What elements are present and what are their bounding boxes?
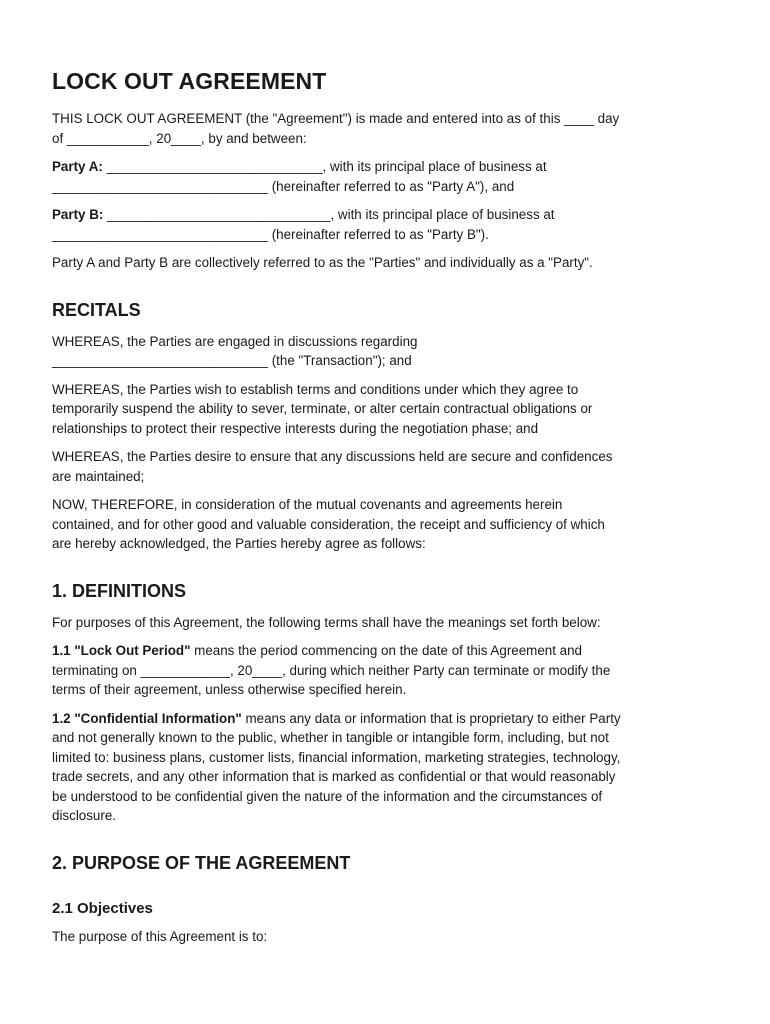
purpose-heading: 2. PURPOSE OF THE AGREEMENT — [52, 852, 351, 873]
recital-paragraph — [52, 332, 718, 371]
definition-term: 1.2 "Confidential Information" — [52, 710, 242, 726]
definition-line: trade secrets, and any other information that is marked as confidential or that would reasonably — [52, 769, 616, 784]
recitals-heading: RECITALS — [52, 299, 141, 320]
recital-paragraph — [52, 380, 718, 439]
recital-line: WHEREAS, the Parties desire to ensure that any discussions held are secure and confidences — [52, 449, 613, 464]
party-b-line: ______________________________, with its principal place of business at — [103, 207, 555, 222]
recital-line: WHEREAS, the Parties wish to establish terms and conditions under which they agree to — [52, 381, 579, 397]
intro-line: of ___________, 20____, by and between: — [52, 130, 307, 146]
intro-line: THIS LOCK OUT AGREEMENT (the "Agreement") is made and entered into as of this ____ day — [52, 111, 620, 126]
recital-line: WHEREAS, the Parties are engaged in discussions regarding — [52, 333, 418, 349]
recital-line: temporarily suspend the ability to sever, terminate, or alter certain contractual obligations or — [52, 401, 593, 416]
definition-term: 1.1 "Lock Out Period" — [52, 643, 191, 658]
party-a-paragraph — [52, 157, 718, 196]
recital-paragraph — [52, 447, 718, 486]
purpose-text: The purpose of this Agreement is to: — [52, 928, 268, 944]
party-a-line: _____________________________ (hereinafter referred to as "Party A"), and — [52, 178, 515, 194]
intro-paragraph — [52, 109, 718, 148]
definition-paragraph — [52, 641, 718, 700]
recital-line: NOW, THEREFORE, in consideration of the mutual covenants and agreements herein — [52, 497, 563, 512]
definition-line: and not generally known to the public, whether in tangible or intangible form, including, but not — [52, 730, 609, 745]
objectives-heading: 2.1 Objectives — [52, 899, 153, 917]
recital-line: are hereby acknowledged, the Parties hereby agree as follows: — [52, 536, 426, 551]
party-a-line: _____________________________, with its principal place of business at — [102, 159, 547, 174]
recital-line: contained, and for other good and valuable consideration, the receipt and sufficiency of which — [52, 516, 605, 532]
document-title: LOCK OUT AGREEMENT — [52, 68, 327, 94]
recital-line: relationships to protect their respective interests during the negotiation phase; and — [52, 420, 539, 436]
party-a-label: Party A: — [52, 159, 103, 174]
definitions-intro: For purposes of this Agreement, the following terms shall have the meanings set forth below: — [52, 614, 601, 630]
definition-line: limited to: business plans, customer lists, financial information, marketing strategies, technology, — [52, 749, 621, 765]
document-page — [52, 68, 718, 955]
definitions-heading: 1. DEFINITIONS — [52, 580, 187, 601]
party-b-paragraph — [52, 205, 718, 244]
definition-line: disclosure. — [52, 808, 117, 823]
parties-note: Party A and Party B are collectively referred to as the "Parties" and individually as a "Party". — [52, 255, 593, 270]
definition-line: terms of their agreement, unless otherwise specified herein. — [52, 682, 407, 697]
definition-paragraph — [52, 709, 718, 826]
recital-line: _____________________________ (the "Transaction"); and — [52, 353, 412, 368]
party-b-label: Party B: — [52, 207, 104, 222]
definition-line: means the period commencing on the date of this Agreement and — [190, 643, 582, 658]
definition-line: terminating on ____________, 20____, during which neither Party can terminate or modify the — [52, 662, 611, 678]
party-b-line: _____________________________ (hereinafter referred to as "Party B"). — [52, 226, 489, 242]
recital-line: are maintained; — [52, 468, 145, 484]
definition-line: be understood to be confidential given the nature of the information and the circumstances of — [52, 788, 603, 804]
definition-line: means any data or information that is proprietary to either Party — [241, 710, 621, 726]
recital-paragraph — [52, 495, 718, 554]
